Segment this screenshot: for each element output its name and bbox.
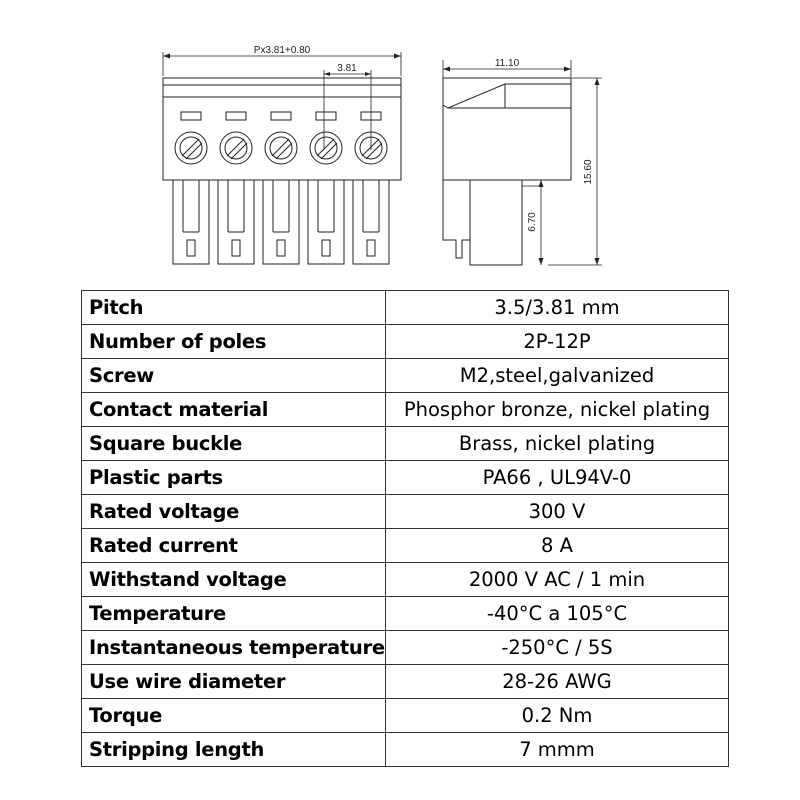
table-row [82,597,729,631]
spec-label: Torque [82,699,386,733]
spec-label: Withstand voltage [82,563,386,597]
spec-value: 7 mmm [386,733,729,767]
spec-value: 28-26 AWG [386,665,729,699]
spec-value: 8 A [386,529,729,563]
spec-label: Screw [82,359,386,393]
spec-value: Brass, nickel plating [386,427,729,461]
dim-pitch-label: 3.81 [337,63,357,74]
table-row [82,393,729,427]
spec-label: Rated voltage [82,495,386,529]
table-row [82,291,729,325]
table-row [82,733,729,767]
spec-label: Contact material [82,393,386,427]
spec-label: Temperature [82,597,386,631]
spec-label: Stripping length [82,733,386,767]
spec-label: Plastic parts [82,461,386,495]
side-view [443,60,602,265]
spec-value: 0.2 Nm [386,699,729,733]
spec-value: PA66 , UL94V-0 [386,461,729,495]
spec-label: Use wire diameter [82,665,386,699]
table-row [82,495,729,529]
spec-label: Instantaneous temperature [82,631,386,665]
table-row [82,631,729,665]
spec-label: Pitch [82,291,386,325]
spec-value: 300 V [386,495,729,529]
spec-label: Number of poles [82,325,386,359]
spec-value: Phosphor bronze, nickel plating [386,393,729,427]
spec-value: -40°C a 105°C [386,597,729,631]
table-row [82,325,729,359]
spec-table [81,290,729,767]
spec-value: 2P-12P [386,325,729,359]
spec-value: -250°C / 5S [386,631,729,665]
front-view [163,52,401,264]
table-row [82,563,729,597]
spec-label: Rated current [82,529,386,563]
table-row [82,427,729,461]
table-row [82,665,729,699]
spec-value: 3.5/3.81 mm [386,291,729,325]
table-row [82,359,729,393]
spec-label: Square buckle [82,427,386,461]
spec-value: M2,steel,galvanized [386,359,729,393]
dim-overall-label: Px3.81+0.80 [253,45,311,56]
dim-height-label: 15.60 [583,159,594,185]
dim-pin-label: 6.70 [527,212,538,232]
spec-value: 2000 V AC / 1 min [386,563,729,597]
dim-depth-label: 11.10 [494,58,520,69]
table-row [82,529,729,563]
connector-technical-drawing [0,0,800,285]
table-row [82,461,729,495]
table-row [82,699,729,733]
